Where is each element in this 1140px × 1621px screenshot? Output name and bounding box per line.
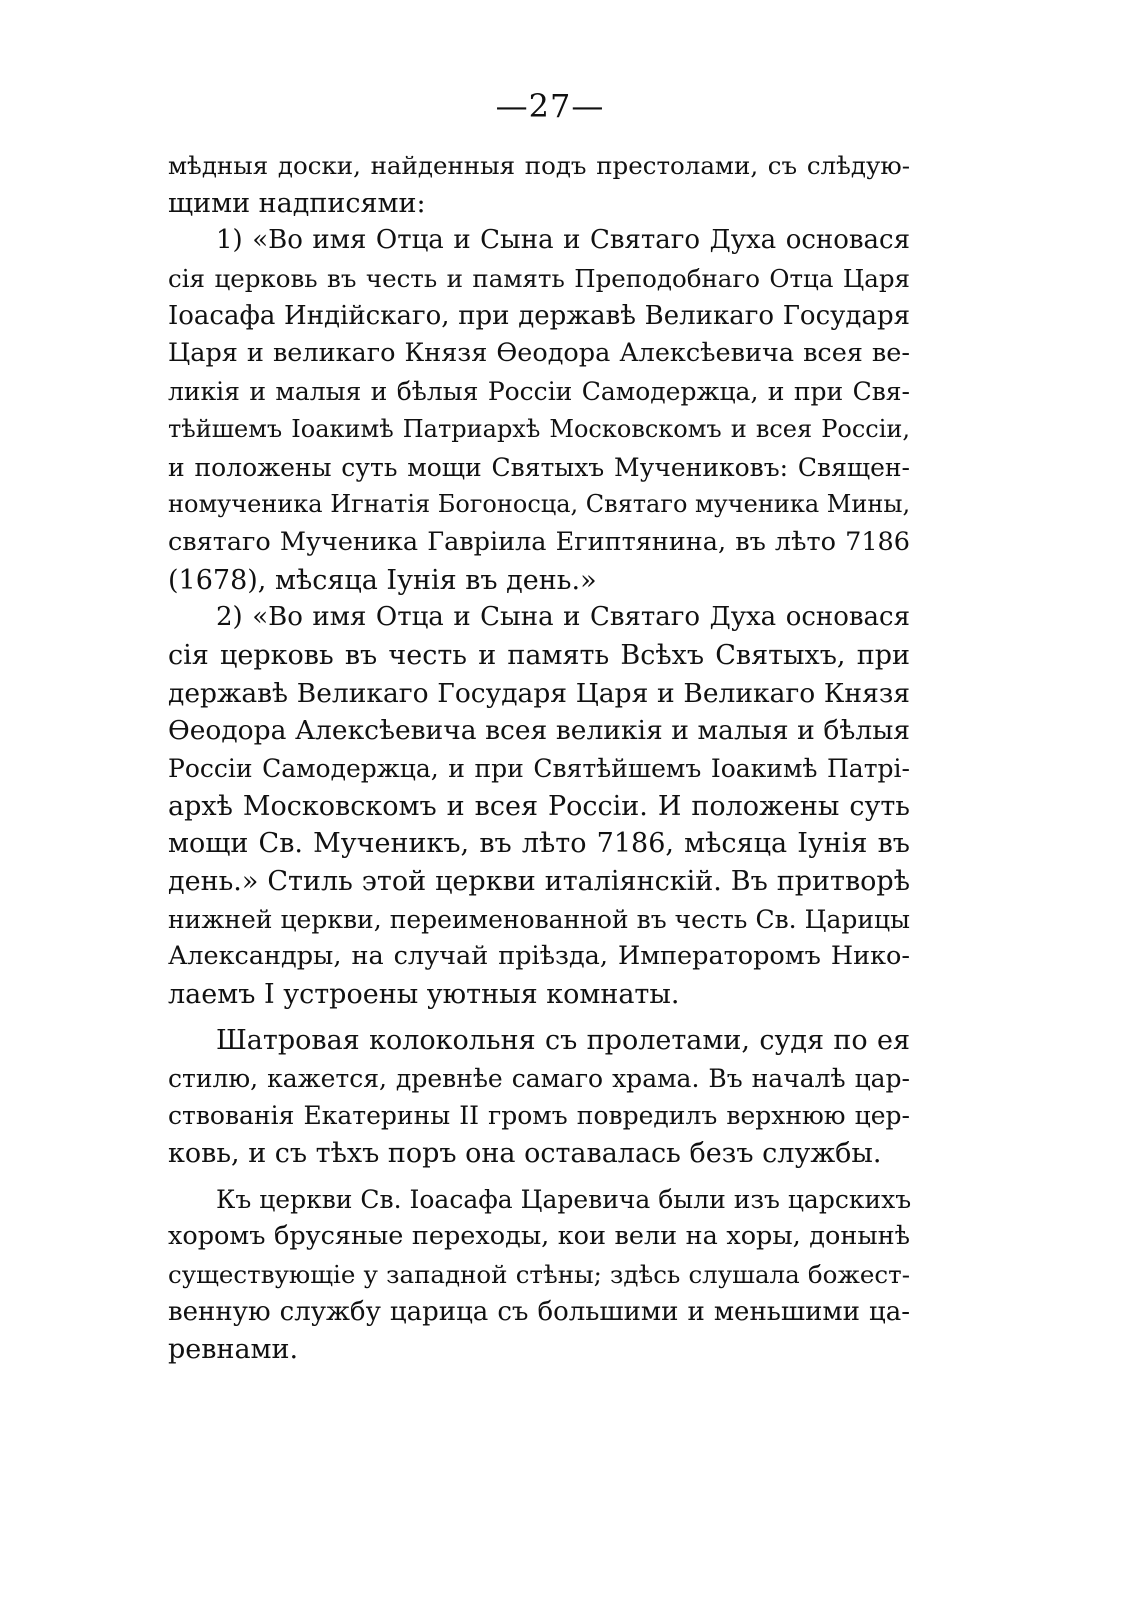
text-line: сія церковь въ честь и память Преподобнаго Отца Царя	[168, 264, 910, 294]
text-line: Іоасафа Индійскаго, при державѣ Великаго Государя	[168, 300, 910, 331]
text-line: и положены суть мощи Святыхъ Мучениковъ: Священ-	[168, 452, 910, 482]
paragraph-inscription-1	[168, 222, 910, 599]
text-line: державѣ Великаго Государя Царя и Великаго Князя	[168, 677, 910, 709]
body-text	[168, 147, 910, 1369]
text-line: Шатровая колокольня съ пролетами, судя по ея	[216, 1024, 910, 1056]
page-number: —27—	[495, 87, 605, 125]
text-line: мѣдныя доски, найденныя подъ престолами, съ слѣдую-	[168, 151, 910, 180]
text-line: щими надписями:	[168, 187, 426, 219]
text-line: 2) «Во имя Отца и Сына и Святаго Духа основася	[216, 602, 910, 633]
text-line: ковь, и съ тѣхъ поръ она оставалась безъ службы.	[168, 1137, 882, 1169]
text-line: Къ церкви Св. Іоасафа Царевича были изъ царскихъ	[216, 1184, 912, 1214]
text-line: ствованія Екатерины II громъ повредилъ верхнюю цер-	[168, 1101, 910, 1131]
text-line: Александры, на случай пріѣзда, Императоромъ Нико-	[168, 941, 910, 972]
text-line: день.» Стиль этой церкви италіянскій. Въ притворѣ	[168, 866, 910, 898]
text-line: венную службу царица съ большими и меньшими ца-	[168, 1296, 910, 1327]
text-line: Россіи Самодержца, и при Святѣйшемъ Іоакимѣ Патрі-	[168, 754, 910, 783]
paragraph-passages	[168, 1181, 910, 1369]
text-line: Царя и великаго Князя Ѳеодора Алексѣевича всея ве-	[168, 338, 910, 369]
text-line: номученика Игнатія Богоносца, Святаго мученика Мины,	[168, 490, 911, 519]
text-line: нижней церкви, переименованной въ честь Св. Царицы	[168, 904, 910, 934]
text-line: архѣ Московскомъ и всея Россіи. И положены суть	[168, 790, 910, 822]
text-line: хоромъ брусяные переходы, кои вели на хоры, донынѣ	[168, 1221, 910, 1252]
text-line: (1678), мѣсяца Іунія въ день.»	[168, 564, 597, 596]
text-line: стилю, кажется, древнѣе самаго храма. Въ началѣ цар-	[168, 1063, 910, 1093]
text-line: лаемъ I устроены уютныя комнаты.	[168, 979, 680, 1011]
text-line: Ѳеодора Алексѣевича всея великія и малыя и бѣлыя	[168, 715, 910, 747]
text-line: 1) «Во имя Отца и Сына и Святаго Духа основася	[216, 225, 910, 256]
paragraph-bell-tower	[168, 1022, 910, 1173]
paragraph-gap	[168, 1014, 910, 1022]
paragraph-inscription-2	[168, 599, 910, 1014]
text-line: ликія и малыя и бѣлыя Россіи Самодержца, и при Свя-	[168, 377, 910, 407]
text-line: тѣйшемъ Іоакимѣ Патриархѣ Московскомъ и всея Россіи,	[168, 414, 910, 443]
text-line: мощи Св. Мученикъ, въ лѣто 7186, мѣсяца Іунія въ	[168, 828, 910, 860]
text-line: святаго Мученика Гавріила Египтянина, въ лѣто 7186	[168, 526, 910, 557]
text-line: ревнами.	[168, 1334, 299, 1366]
paragraph-gap	[168, 1173, 910, 1181]
text-line: сія церковь въ честь и память Всѣхъ Святыхъ, при	[168, 639, 910, 671]
text-line: существующіе у западной стѣны; здѣсь слушала божест-	[168, 1259, 910, 1289]
paragraph-intro	[168, 147, 910, 222]
